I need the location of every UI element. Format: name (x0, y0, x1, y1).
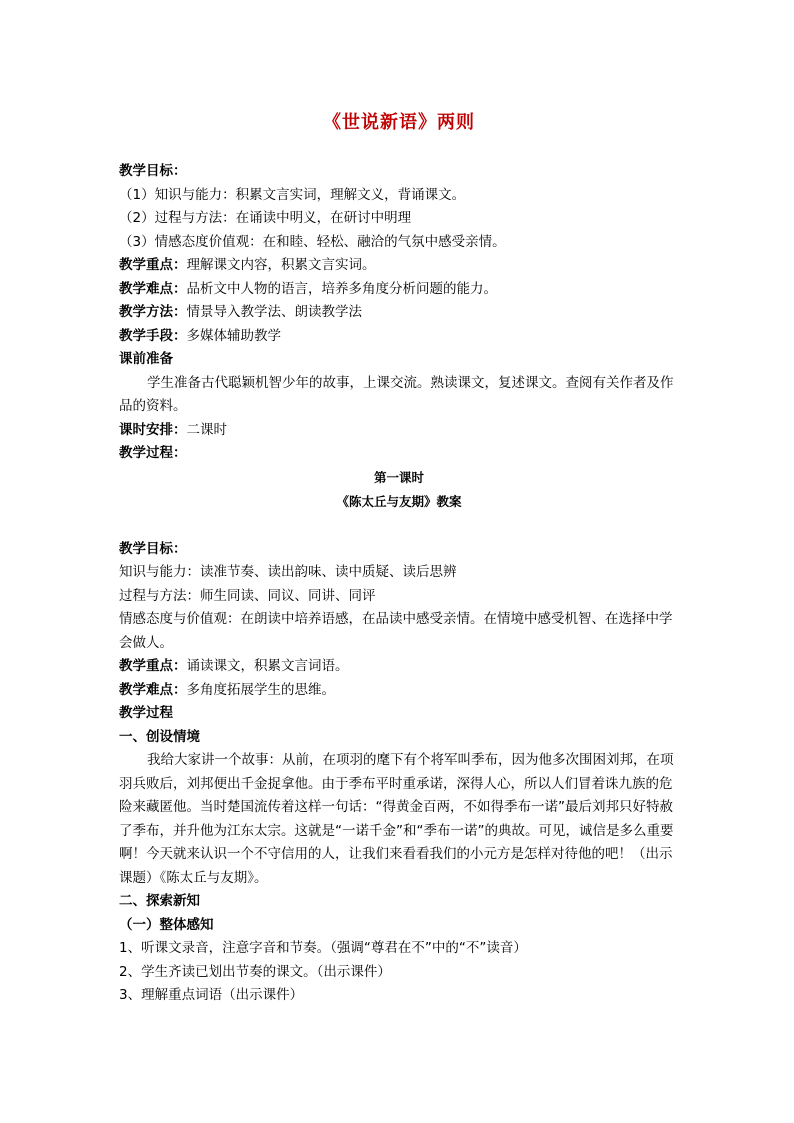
goal-item: （1）知识与能力：积累文言实词，理解文义，背诵课文。 (119, 186, 466, 203)
section2-item: 3、理解重点词语（出示课件） (119, 987, 304, 1003)
method-label: 教学方法： (119, 304, 187, 320)
lesson-goal-item: 过程与方法：师生同读、同议、同讲、同评 (119, 587, 376, 604)
spacer (119, 514, 679, 538)
focus-text: 理解课文内容，积累文言实词。 (186, 257, 376, 273)
lesson-subtitle: 《陈太丘与友期》教案 (336, 493, 462, 509)
lesson-focus-line (119, 655, 679, 679)
lesson-goal-item: 情感态度与价值观：在朗读中培养语感，在品读中感受亲情。在情境中感受机智、在选择中学会做人。 (119, 611, 673, 651)
lesson-title: 第一课时 (373, 469, 424, 485)
difficulty-label: 教学难点： (119, 280, 187, 297)
section1-heading: 一、创设情境 (119, 728, 200, 745)
lesson-goal-item: 知识与能力：读准节奏、读出韵味、读中质疑、读后思辨 (119, 564, 457, 580)
method-line (119, 301, 679, 325)
schedule-text: 二课时 (186, 421, 227, 438)
lesson-difficulty-text: 多角度拓展学生的思维。 (186, 681, 335, 698)
lesson-difficulty-label: 教学难点： (119, 681, 187, 698)
prep-heading: 课前准备 (119, 351, 173, 367)
goal-item: （2）过程与方法：在诵读中明义，在研讨中明理 (119, 210, 412, 226)
section2-subheading: （一）整体感知 (119, 916, 214, 933)
focus-line (119, 254, 679, 278)
schedule-label: 课时安排： (119, 421, 187, 438)
goals-heading: 教学目标： (119, 163, 187, 179)
lesson-focus-text: 诵读课文，积累文言词语。 (186, 658, 349, 674)
document-page (119, 100, 679, 1008)
difficulty-line (119, 278, 679, 302)
section2-heading: 二、探索新知 (119, 893, 200, 909)
lesson-focus-label: 教学重点： (119, 658, 187, 674)
lesson-process-heading: 教学过程 (119, 705, 173, 721)
focus-label: 教学重点： (119, 257, 187, 273)
means-line (119, 325, 679, 349)
document-title: 《世说新语》两则 (323, 112, 475, 133)
section1-text: 我给大家讲一个故事：从前，在项羽的麾下有个将军叫季布，因为他多次围困刘邦，在项羽兵败后，刘邦便出千金捉拿他。由于季布平时重承诺，深得人心，所以人们冒着诛九族的危险来藏匿他。当时楚国流传着这样一句话：“得黄金百两，不如得季布一诺”最后刘邦只好特赦了季布，并升他为江东太宗。这就是“一诺千金”和“季布一诺”的典故。可见，诚信是多么重要啊！今天就来认识一个不守信用的人，让我们来看看我们的小元方是怎样对待他的吧！（出示课题）《陈太丘与友期》。 (119, 752, 674, 886)
goal-item: （3）情感态度价值观：在和睦、轻松、融洽的气氛中感受亲情。 (119, 233, 506, 250)
means-label: 教学手段： (119, 327, 187, 344)
lesson-difficulty-line (119, 679, 679, 703)
section2-item: 2、学生齐读已划出节奏的课文。（出示课件） (119, 963, 391, 980)
difficulty-text: 品析文中人物的语言，培养多角度分析问题的能力。 (186, 280, 497, 297)
section2-item: 1、听课文录音，注意字音和节奏。（强调“尊君在不”中的“不”读音） (119, 940, 527, 956)
process-heading: 教学过程： (119, 445, 187, 461)
means-text: 多媒体辅助教学 (186, 327, 281, 344)
method-text: 情景导入教学法、朗读教学法 (186, 304, 362, 320)
prep-text: 学生准备古代聪颖机智少年的故事，上课交流。熟读课文，复述课文。查阅有关作者及作品的资料。 (119, 374, 674, 414)
lesson-goals-heading: 教学目标： (119, 540, 187, 557)
schedule-line (119, 419, 679, 443)
